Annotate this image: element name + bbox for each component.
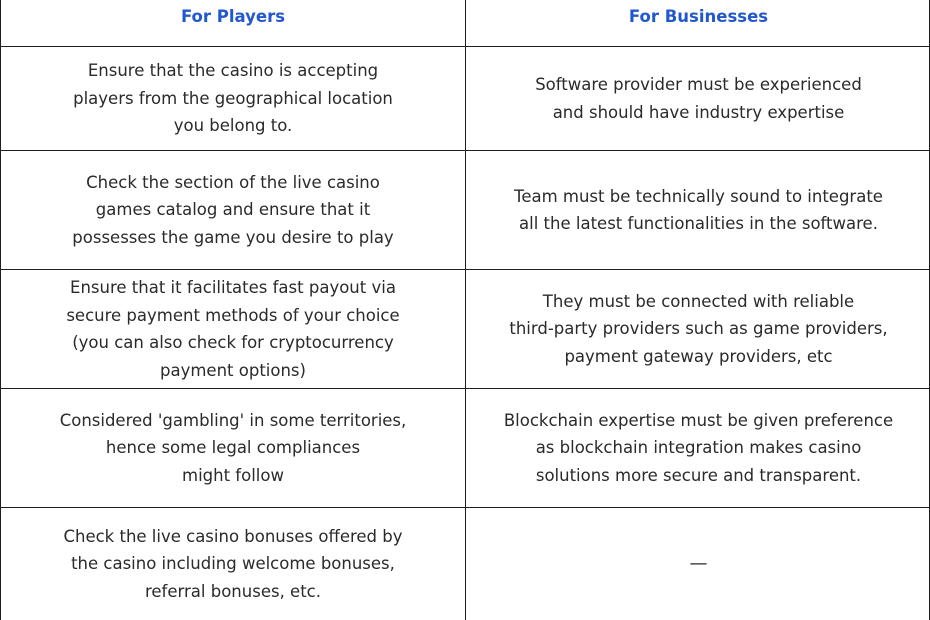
table-cell-businesses	[466, 389, 930, 508]
cell-text: They must be connected with reliable third-party providers such as game providers, payment gateway providers, etc	[509, 291, 888, 366]
table-cell-businesses	[466, 47, 930, 151]
cell-text: Ensure that the casino is accepting players from the geographical location you belong to.	[73, 61, 393, 136]
cell-text: Ensure that it facilitates fast payout via secure payment methods of your choice (you can also check for cryptocurrency payment options)	[66, 278, 400, 380]
table-cell-businesses	[466, 151, 930, 270]
cell-text: Considered 'gambling' in some territories, hence some legal compliances might follow	[59, 410, 407, 485]
table-cell-players	[1, 47, 466, 151]
cell-text: Team must be technically sound to integrate all the latest functionalities in the software.	[514, 186, 883, 233]
column-header-businesses-label: For Businesses	[628, 7, 769, 26]
table-cell-players	[1, 270, 466, 389]
table-cell-businesses	[466, 270, 930, 389]
column-header-players-label: For Players	[180, 7, 286, 26]
table-cell-players	[1, 151, 466, 270]
cell-text: Check the section of the live casino games catalog and ensure that it possesses the game you desire to play	[72, 172, 394, 247]
cell-text: Blockchain expertise must be given preference as blockchain integration makes casino solutions more secure and transparent.	[503, 410, 894, 485]
table-cell-players	[1, 389, 466, 508]
empty-dash: —	[689, 553, 708, 575]
table-cell-players	[1, 508, 466, 620]
cell-text: Check the live casino bonuses offered by the casino including welcome bonuses, referral bonuses, etc.	[63, 526, 403, 601]
column-header-businesses	[466, 0, 930, 47]
column-header-players	[1, 0, 466, 47]
cell-text: Software provider must be experienced and should have industry expertise	[535, 75, 862, 122]
table-cell-businesses	[466, 508, 930, 620]
